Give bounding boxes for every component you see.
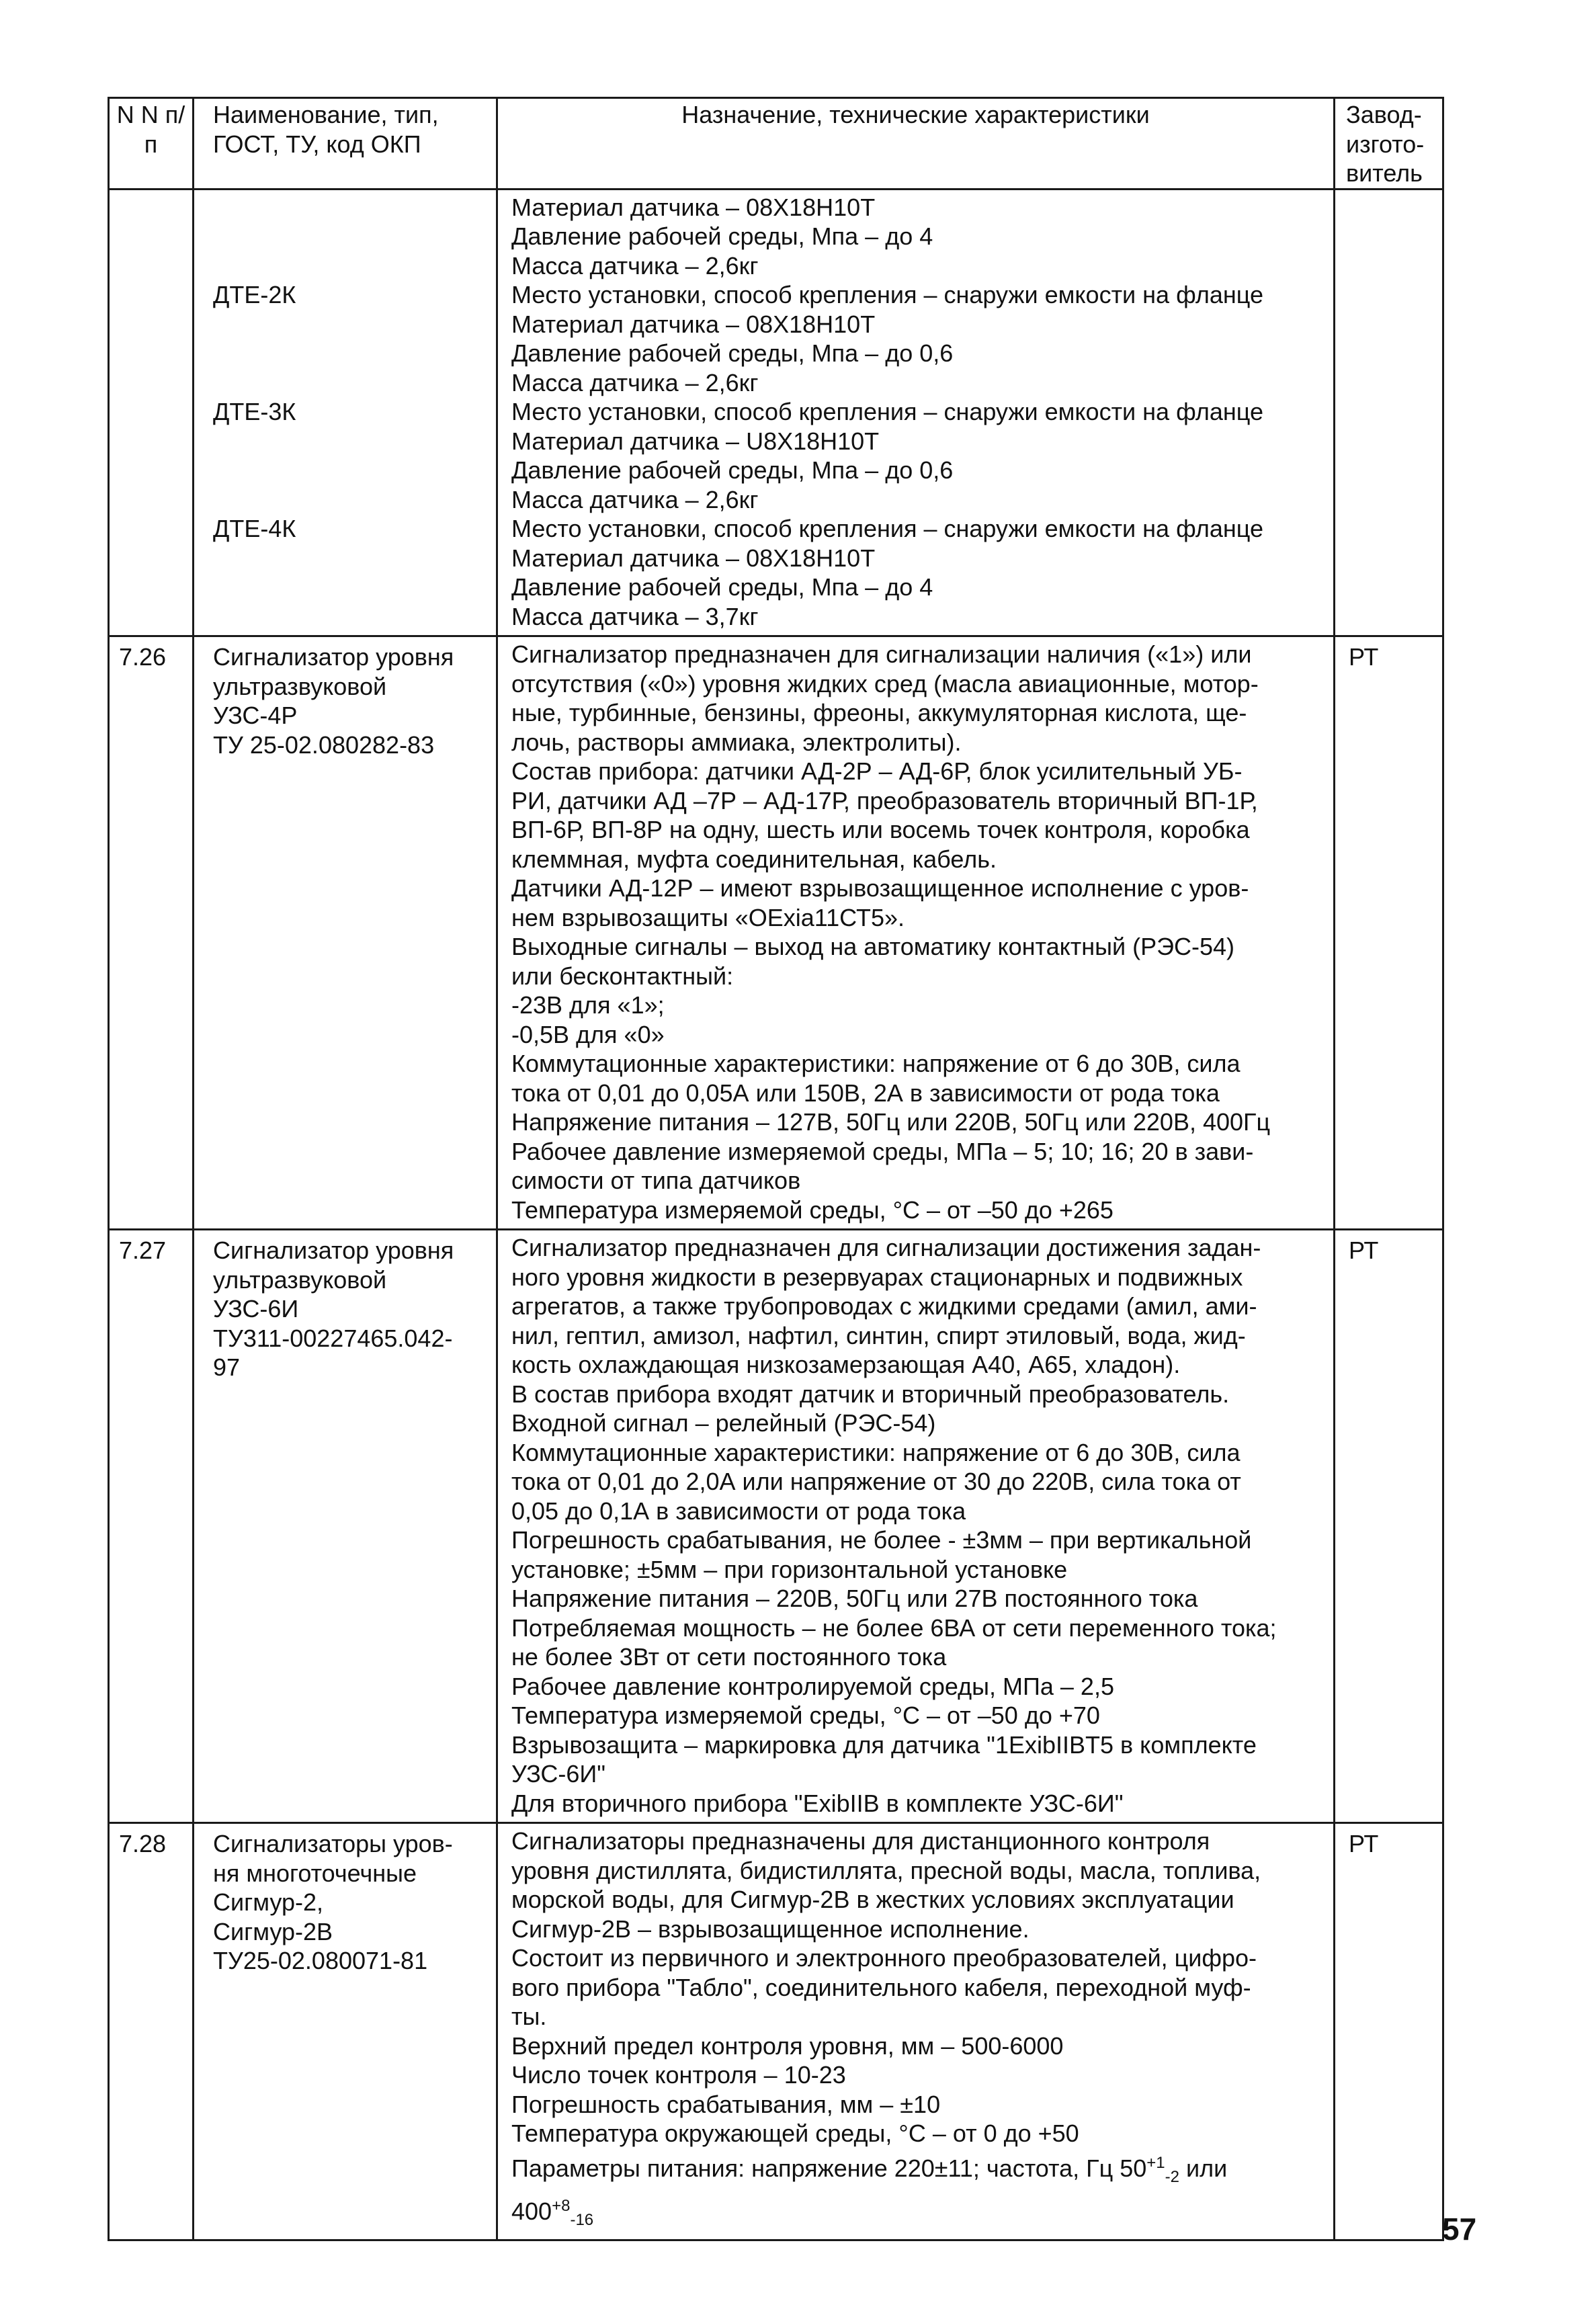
desc-line: лочь, растворы аммиака, электролиты). — [511, 728, 962, 756]
desc-line: ные, турбинные, бензины, фреоны, аккумуляторная кислота, ще- — [511, 699, 1247, 726]
desc-line: клеммная, муфта соединительная, кабель. — [511, 845, 997, 873]
table-row — [109, 1230, 1443, 1823]
desc-line: Верхний предел контроля уровня, мм – 500-6000 — [511, 2031, 1064, 2060]
name-line: ДТЕ-2К — [213, 281, 296, 308]
power-line: Параметры питания: напряжение 220±11; частота, Гц $50^{+1}_{-2}$ или — [511, 2153, 1228, 2186]
desc-line: Напряжение питания – 220В, 50Гц или 27В постоянного тока — [511, 1585, 1198, 1612]
row-name — [194, 1823, 497, 2240]
name-line: ультразвуковой — [213, 1265, 387, 1294]
desc-line: В состав прибора входят датчик и вторичный преобразователь. — [511, 1380, 1230, 1408]
temperature-line: Температура окружающей среды, °С – от 0 до +50 — [511, 2120, 1079, 2147]
desc-line: Место установки, способ крепления – снаружи емкости на фланце — [511, 398, 1264, 425]
desc-line: тока от 0,01 до 0,05А или 150В, 2А в зависимости от рода тока — [511, 1079, 1220, 1107]
desc-line: Место установки, способ крепления – снаружи емкости на фланце — [511, 281, 1264, 308]
desc-line: Масса датчика – 3,7кг — [511, 602, 759, 630]
page-number: 57 — [1442, 2212, 1477, 2247]
desc-line: Коммутационные характеристики: напряжение от 6 до 30В, сила — [511, 1438, 1241, 1466]
name-line: Сигмур-2, — [213, 1888, 324, 1916]
desc-line: Масса датчика – 2,6кг — [511, 251, 759, 280]
row-manufacturer — [1335, 189, 1443, 636]
header-row — [109, 98, 1443, 190]
temperature-line: Температура измеряемой среды, °С – от –50 до +70 — [511, 1702, 1100, 1729]
desc-line: Материал датчика – 08Х18Н10Т — [511, 310, 876, 338]
desc-line: Сигнализаторы предназначены для дистанционного контроля — [511, 1827, 1210, 1855]
row-number: 7.26 — [109, 636, 194, 1230]
desc-line: Для вторичного прибора "ExibIIB в комплекте УЗС-6И" — [511, 1789, 1124, 1817]
desc-line: Сигмур-2В – взрывозащищенное исполнение. — [511, 1915, 1030, 1943]
desc-line: вого прибора "Табло", соединительного кабеля, переходной муф- — [511, 1973, 1251, 2001]
name-line: ТУ 25-02.080282-83 — [213, 730, 435, 759]
name-line: ДТЕ-3К — [213, 398, 296, 425]
name-line: Сигнализатор уровня — [213, 643, 454, 671]
desc-line: Сигнализатор предназначен для сигнализации достижения задан- — [511, 1234, 1261, 1261]
row-manufacturer: РТ — [1335, 636, 1443, 1230]
row-number — [109, 189, 194, 636]
row-description — [497, 1230, 1335, 1823]
name-line: Сигмур-2В — [213, 1917, 333, 1945]
desc-line: Число точек контроля – 10-23 — [511, 2061, 846, 2089]
desc-line: УЗС-6И" — [511, 1760, 606, 1788]
name-line: Сигнализаторы уров- — [213, 1830, 453, 1857]
desc-line: Давление рабочей среды, Мпа – до 0,6 — [511, 339, 954, 367]
desc-line: установке; ±5мм – при горизонтальной установке — [511, 1555, 1068, 1583]
desc-line: ВП-6Р, ВП-8Р на одну, шесть или восемь точек контроля, коробка — [511, 816, 1250, 843]
power-line-2: $400^{+8}_{-16}$ — [511, 2197, 594, 2230]
desc-line: 0,05 до 0,1А в зависимости от рода тока — [511, 1497, 966, 1525]
desc-line: Состав прибора: датчики АД-2Р – АД-6Р, блок усилительный УБ- — [511, 757, 1243, 785]
desc-line: Место установки, способ крепления – снаружи емкости на фланце — [511, 515, 1264, 542]
desc-line: или бесконтактный: — [511, 962, 734, 990]
desc-line: Сигнализатор предназначен для сигнализации наличия («1») или — [511, 640, 1252, 668]
desc-line: Масса датчика – 2,6кг — [511, 485, 759, 513]
row-manufacturer: РТ — [1335, 1823, 1443, 2240]
row-number: 7.27 — [109, 1230, 194, 1823]
desc-line: Материал датчика – 08Х18Н10Т — [511, 193, 876, 221]
header-name: Наименование, тип, ГОСТ, ТУ, код ОКП — [194, 98, 497, 190]
desc-line: Состоит из первичного и электронного преобразователей, цифро- — [511, 1944, 1257, 1972]
name-line: ТУ311-00227465.042- — [213, 1324, 453, 1352]
row-name — [194, 1230, 497, 1823]
desc-line: тока от 0,01 до 2,0А или напряжение от 30 до 220В, сила тока от — [511, 1468, 1241, 1495]
desc-line: нил, гептил, амизол, нафтил, синтин, спирт этиловый, вода, жид- — [511, 1321, 1246, 1349]
row-name — [194, 636, 497, 1230]
row-description — [497, 189, 1335, 636]
desc-line: Взрывозащита – маркировка для датчика "1ExibIIBT5 в комплекте — [511, 1730, 1257, 1759]
desc-line: не более 3Вт от сети постоянного тока — [511, 1643, 947, 1671]
name-line: ня многоточечные — [213, 1859, 417, 1887]
header-manufacturer: Завод- изгото- витель — [1335, 98, 1443, 190]
temperature-line: Температура измеряемой среды, °С – от –50 до +265 — [511, 1196, 1114, 1224]
desc-line: Масса датчика – 2,6кг — [511, 368, 759, 396]
desc-line: Напряжение питания – 127В, 50Гц или 220В, 50Гц или 220В, 400Гц — [511, 1108, 1271, 1136]
desc-line: Давление рабочей среды, Мпа – до 0,6 — [511, 456, 954, 484]
row-description — [497, 1823, 1335, 2240]
row-description — [497, 636, 1335, 1230]
desc-line: Датчики АД-12Р – имеют взрывозащищенное исполнение с уров- — [511, 874, 1249, 902]
header-purpose: Назначение, технические характеристики — [497, 98, 1335, 190]
desc-line: ного уровня жидкости в резервуарах стационарных и подвижных — [511, 1263, 1243, 1291]
name-line: УЗС-6И — [213, 1295, 299, 1323]
desc-line: нем взрывозащиты «ОЕхia11СТ5». — [511, 903, 905, 931]
table-row — [109, 1823, 1443, 2240]
desc-line: отсутствия («0») уровня жидких сред (масла авиационные, мотор- — [511, 669, 1259, 698]
desc-line: Выходные сигналы – выход на автоматику контактный (РЭС-54) — [511, 933, 1235, 960]
row-manufacturer: РТ — [1335, 1230, 1443, 1823]
desc-line: Материал датчика – U8Х18Н10Т — [511, 427, 880, 455]
name-line: УЗС-4Р — [213, 702, 298, 729]
name-line: Сигнализатор уровня — [213, 1236, 454, 1264]
desc-line: агрегатов, а также трубопроводах с жидкими средами (амил, ами- — [511, 1292, 1257, 1320]
desc-line: Погрешность срабатывания, не более - ±3мм – при вертикальной — [511, 1526, 1252, 1554]
desc-line: кость охлаждающая низкозамерзающая А40, А65, хладон). — [511, 1351, 1181, 1378]
name-line: ДТЕ-4К — [213, 515, 296, 542]
table-row-continuation — [109, 189, 1443, 636]
desc-line: Потребляемая мощность – не более 6ВА от сети переменного тока; — [511, 1613, 1277, 1642]
desc-line: ты. — [511, 2003, 547, 2030]
desc-line: уровня дистиллята, бидистиллята, пресной воды, масла, топлива, — [511, 1856, 1261, 1884]
desc-line: симости от типа датчиков — [511, 1167, 801, 1194]
specification-table — [108, 97, 1444, 2241]
name-line: 97 — [213, 1353, 241, 1381]
row-number: 7.28 — [109, 1823, 194, 2240]
desc-line: Материал датчика – 08Х18Н10Т — [511, 544, 876, 572]
desc-line: Рабочее давление контролируемой среды, МПа – 2,5 — [511, 1672, 1114, 1700]
name-line: ТУ25-02.080071-81 — [213, 1947, 428, 1974]
desc-line: -0,5В для «0» — [511, 1020, 665, 1048]
desc-line: Давление рабочей среды, Мпа – до 4 — [511, 573, 933, 601]
name-line: ультразвуковой — [213, 672, 387, 700]
desc-line: Входной сигнал – релейный (РЭС-54) — [511, 1409, 936, 1437]
desc-line: -23В для «1»; — [511, 991, 665, 1019]
desc-line: Коммутационные характеристики: напряжение от 6 до 30В, сила — [511, 1050, 1241, 1077]
table-row — [109, 636, 1443, 1230]
desc-line: Рабочее давление измеряемой среды, МПа – 5; 10; 16; 20 в зави- — [511, 1137, 1254, 1165]
row-name — [194, 189, 497, 636]
desc-line: РИ, датчики АД –7Р – АД-17Р, преобразователь вторичный ВП-1Р, — [511, 786, 1258, 814]
desc-line: морской воды, для Сигмур-2В в жестких условиях эксплуатации — [511, 1886, 1234, 1913]
desc-line: Погрешность срабатывания, мм – ±10 — [511, 2090, 941, 2118]
desc-line: Давление рабочей среды, Мпа – до 4 — [511, 222, 933, 250]
header-number: N N п/п — [109, 98, 194, 190]
